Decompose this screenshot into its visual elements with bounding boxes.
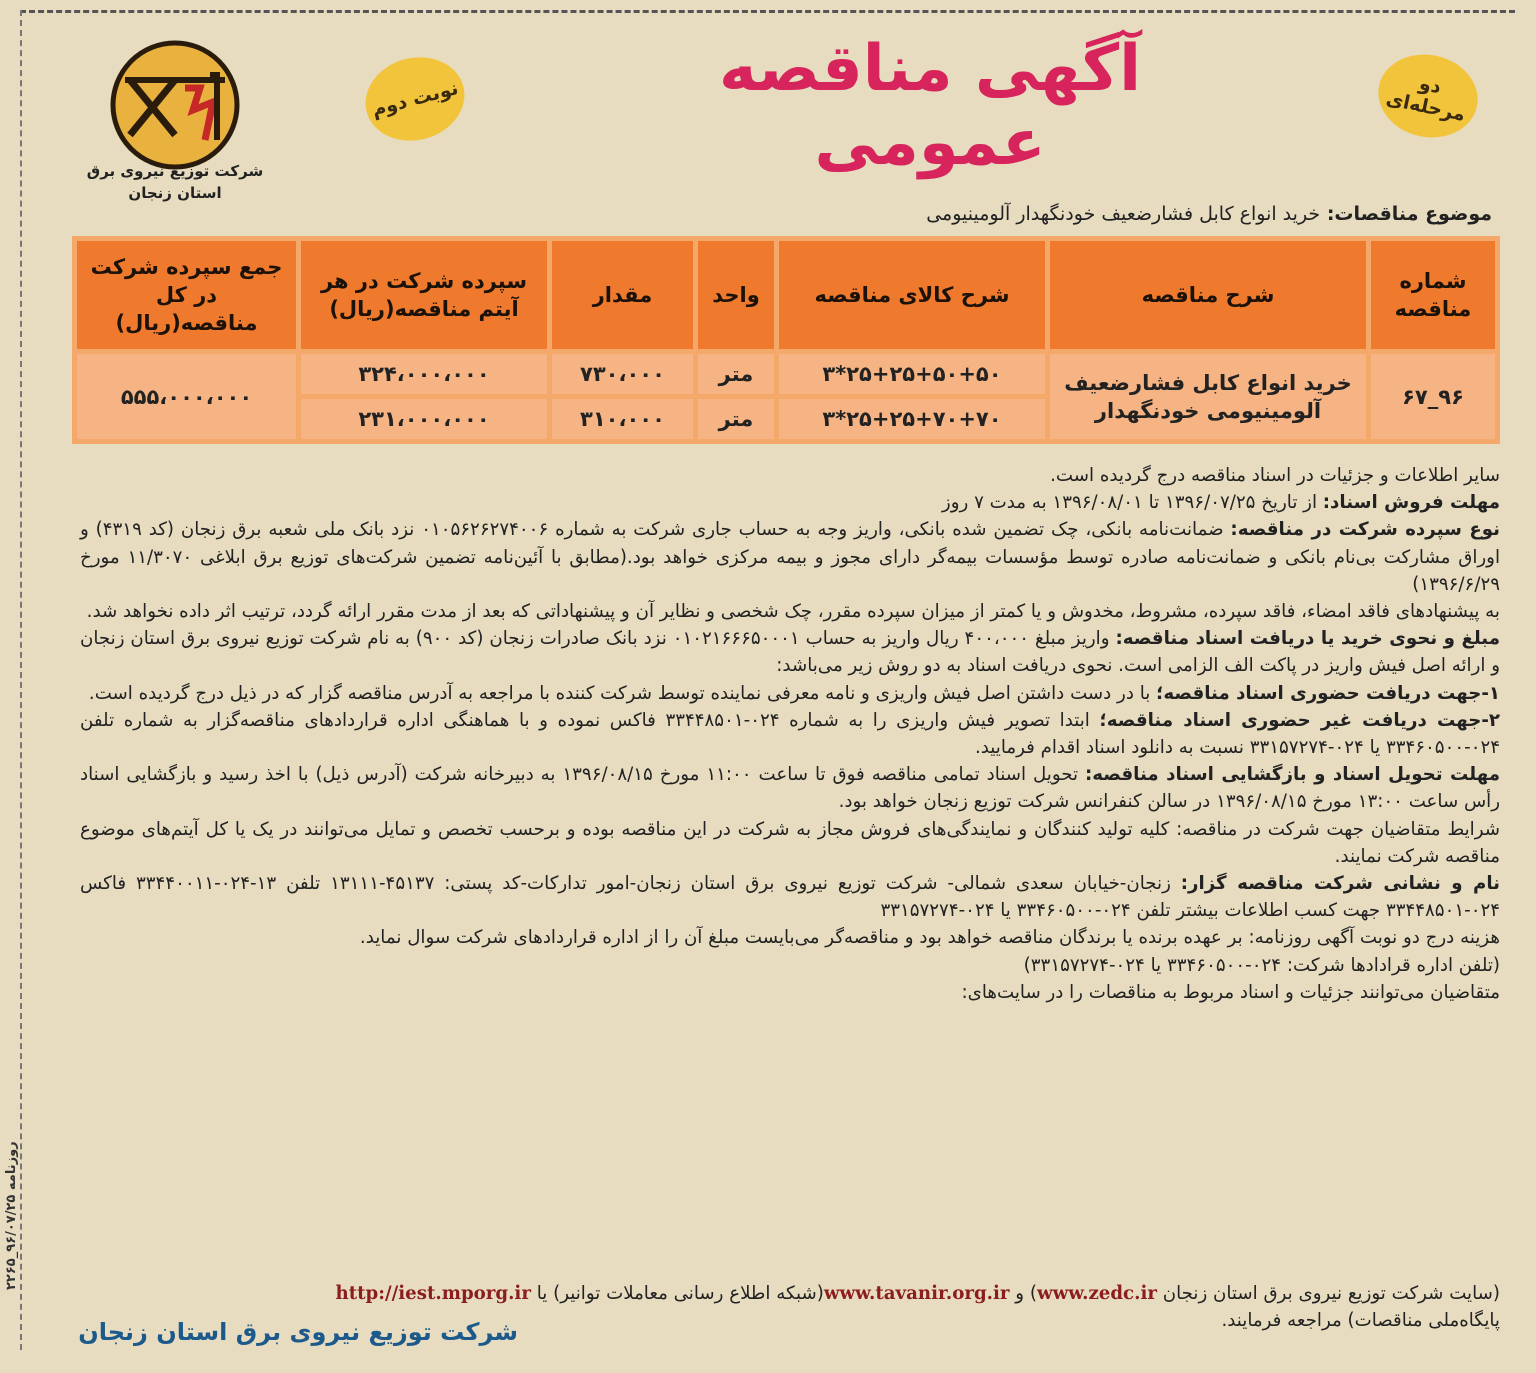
cell-unit: متر <box>698 399 774 439</box>
logo-name-line1: شرکت توزیع نیروی برق <box>86 162 264 180</box>
footer-company-name: شرکت توزیع نیروی برق استان زنجان <box>78 1318 518 1346</box>
company-logo-icon <box>105 40 245 170</box>
badge-left-text: نوبت دوم <box>369 76 461 122</box>
in-person-text: با در دست داشتن اصل فیش واریزی و نامه معرفی نماینده توسط شرکت کننده با مراجعه به آدرس مناقصه گزار که در ذیل درج گردیده است. <box>88 682 1157 704</box>
iest-link[interactable]: http://iest.mporg.ir <box>335 1283 531 1304</box>
cell-unit: متر <box>698 354 774 394</box>
rejection-conditions: به پیشنهادهای فاقد امضاء، فاقد سپرده، مشروط، مخدوش و یا کمتر از میزان سپرده مقرر، چک شخصی و نظایر آن و پیشنهاداتی که بعد از مدت مقرر ارائه گردد، ترتیب اثر داده نخواهد شد. <box>86 601 1500 623</box>
header-quantity: مقدار <box>552 241 693 349</box>
doc-purchase <box>80 625 1500 679</box>
deposit-type <box>80 516 1500 598</box>
logo-name-line2: استان زنجان <box>128 184 222 202</box>
doc-sale-text: از تاریخ ۱۳۹۶/۰۷/۲۵ تا ۱۳۹۶/۰۸/۰۱ به مدت ۷ روز <box>941 492 1323 514</box>
header-number: شماره مناقصه <box>1371 241 1495 349</box>
cell-deposit: ۲۳۱،۰۰۰،۰۰۰ <box>301 399 547 439</box>
submission-deadline <box>80 761 1500 815</box>
cell-description: خرید انواع کابل فشارضعیف آلومینیومی خودنگهدار <box>1050 354 1366 439</box>
doc-sale-label: مهلت فروش اسناد: <box>1322 492 1500 514</box>
address-label: نام و نشانی شرکت مناقصه گزار: <box>1180 873 1501 895</box>
sites-text-2: ) و <box>1015 1283 1037 1304</box>
deposit-type-label: نوع سپرده شرکت در مناقصه: <box>1230 519 1500 541</box>
info-note: سایر اطلاعات و جزئیات در اسناد مناقصه درج گردیده است. <box>1050 465 1500 486</box>
cell-number: ۹۶_۶۷ <box>1371 354 1495 439</box>
tender-subject <box>926 203 1492 225</box>
cell-quantity: ۳۱۰،۰۰۰ <box>552 399 693 439</box>
header-deposit-total: جمع سپرده شرکت در کل مناقصه(ریال) <box>77 241 296 349</box>
subject-label: موضوع مناقصات: <box>1326 203 1492 225</box>
header-deposit-item: سپرده شرکت در هر آیتم مناقصه(ریال) <box>301 241 547 349</box>
notice-body <box>80 462 1500 1006</box>
cell-deposit-total: ۵۵۵،۰۰۰،۰۰۰ <box>77 354 296 439</box>
tender-table <box>72 236 1500 444</box>
in-person-label: ۱-جهت دریافت حضوری اسناد مناقصه؛ <box>1156 682 1500 704</box>
contracts-phone: (تلفن اداره قرادادها شرکت: ۰۲۴-۳۳۴۶۰۵۰۰ یا ۰۲۴-۳۳۱۵۷۲۷۴) <box>1023 954 1500 976</box>
submission-label: مهلت تحویل اسناد و بازگشایی اسناد مناقصه: <box>1084 764 1500 786</box>
table-header-row <box>77 241 1495 349</box>
cell-goods: ۲۵+۲۵+۷۰+۷۰*۳ <box>779 399 1045 439</box>
remote-receipt <box>80 707 1500 761</box>
zedc-link[interactable]: www.zedc.ir <box>1036 1283 1157 1304</box>
header-goods: شرح کالای مناقصه <box>779 241 1045 349</box>
submission-text: تحویل اسناد تمامی مناقصه فوق تا ساعت ۱۱:۰۰ مورخ ۱۳۹۶/۰۸/۱۵ به دبیرخانه شرکت (آدرس ذیل) با اخذ رسید و بازگشایی اسناد رأس ساعت ۱۳:۰۰ مورخ ۱۳۹۶/۰۸/۱۵ در سالن کنفرانس شرکت توزیع زنجان خواهد بود. <box>80 764 1500 813</box>
remote-label: ۲-جهت دریافت غیر حضوری اسناد مناقصه؛ <box>1099 709 1500 731</box>
badge-right-text: دو مرحله‌ای <box>1384 72 1468 126</box>
doc-purchase-label: مبلغ و نحوی خرید یا دریافت اسناد مناقصه: <box>1115 628 1500 650</box>
sites-text-1: (سایت شرکت توزیع نیروی برق استان زنجان <box>1162 1283 1500 1304</box>
sites-text-4: پایگاه‌ملی مناقصات) مراجعه فرمایند. <box>1221 1310 1500 1332</box>
remote-text: ابتدا تصویر فیش واریزی را به شماره ۰۲۴-۳۳۴۴۸۵۰۱ فاکس نموده و با هماهنگی اداره قراردادهای مناقصه‌گزار به شماره تلفن ۰۲۴-۳۳۴۶۰۵۰۰ یا ۰۲۴-۳۳۱۵۷۲۷۴ نسبت به دانلود اسناد اقدام فرمایید. <box>80 709 1500 759</box>
sites-text-3: (شبکه اطلاع رسانی معاملات توانیر) یا <box>536 1283 824 1304</box>
newspaper-side-note: روزنامه ۹۶/۰۷/۲۵_۲۲۶۵ <box>4 1141 19 1290</box>
logo-company-name <box>70 160 280 204</box>
subject-value: خرید انواع کابل فشارضعیف خودنگهدار آلومینیومی <box>926 203 1321 225</box>
address-text: زنجان-خیابان سعدی شمالی- شرکت توزیع نیروی برق استان زنجان-امور تدارکات-کد پستی: ۴۵۱۳۷-۱۳۱۱۱ تلفن ۱۳-۰۲۴-۳۳۴۴۰۰۱۱ فاکس ۰۲۴-۳۳۴۴۸۵۰۱ جهت کسب اطلاعات بیشتر تلفن ۰۲۴-۳۳۴۶۰۵۰۰ یا ۰۲۴-۳۳۱۵۷۲۷۴ <box>80 873 1500 922</box>
eligibility: شرایط متقاضیان جهت شرکت در مناقصه: کلیه تولید کنندگان و نمایندگی‌های فروش مجاز به شرکت در این مناقصه بوده و برحسب تخصص و تمایل می‌توانند در یک یا کل آیتم‌های موضوع مناقصه شرکت نمایند. <box>80 818 1500 867</box>
second-round-badge <box>356 46 474 151</box>
cell-deposit: ۳۲۴،۰۰۰،۰۰۰ <box>301 354 547 394</box>
cell-goods: ۲۵+۲۵+۵۰+۵۰*۳ <box>779 354 1045 394</box>
ad-cost: هزینه درج دو نوبت آگهی روزنامه: بر عهده برنده یا برندگان مناقصه خواهد بود و مناقصه‌گر می‌بایست مبلغ آن را از اداره قراردادهای شرکت سوال نماید. <box>359 927 1500 949</box>
cell-quantity: ۷۳۰،۰۰۰ <box>552 354 693 394</box>
sites-intro: متقاضیان می‌توانند جزئیات و اسناد مربوط به مناقصات را در سایت‌های: <box>961 981 1500 1003</box>
top-dashed-border <box>20 10 1515 13</box>
header-description: شرح مناقصه <box>1050 241 1366 349</box>
table-row <box>77 354 1495 394</box>
tavanir-link[interactable]: www.tavanir.org.ir <box>823 1283 1010 1304</box>
header-unit: واحد <box>698 241 774 349</box>
two-stage-badge <box>1371 46 1486 147</box>
in-person-receipt <box>80 680 1500 707</box>
tenderer-address <box>80 870 1500 924</box>
doc-sale-deadline <box>80 489 1500 516</box>
notice-title: آگهی مناقصه عمومی <box>719 32 1141 180</box>
doc-purchase-text: واریز مبلغ ۴۰۰،۰۰۰ ریال واریز به حساب ۰۱۰۲۱۶۶۶۵۰۰۰۱ نزد بانک صادرات زنجان (کد ۹۰۰) به نام شرکت توزیع نیروی برق استان زنجان و ارائه اصل فیش واریز در پاکت الف الزامی است. نحوی دریافت اسناد به دو روش زیر می‌باشد: <box>80 628 1500 677</box>
deposit-type-text: ضمانت‌نامه بانکی، چک تضمین شده بانکی، واریز وجه به حساب جاری شرکت به شماره ۰۱۰۵۶۲۶۲۷۴۰۰۶ نزد بانک ملی شعبه برق زنجان (کد ۴۳۱۹) و اوراق مشارکت بی‌نام بانکی و ضمانت‌نامه صادره توسط مؤسسات بیمه‌گر دارای مجوز و بیمه مرکزی خواهد بود.(مطابق با آئین‌نامه تضمین شرکت‌های توزیع برق ابلاغی ۱۱/۳۰۷۰ مورخ ۱۳۹۶/۶/۲۹) <box>80 519 1500 595</box>
